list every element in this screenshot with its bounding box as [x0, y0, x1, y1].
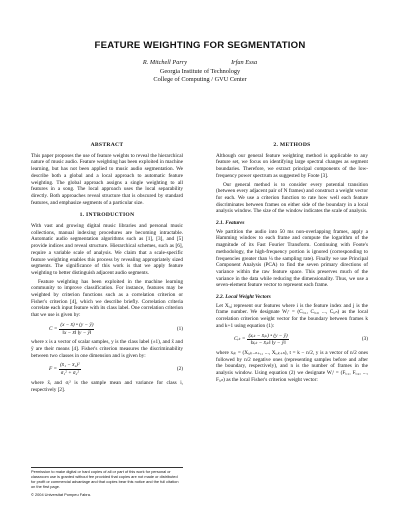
- affiliation-2: College of Computing / GVU Center: [153, 76, 247, 84]
- author-2: Irfan Essa: [231, 59, 258, 66]
- equation-1-denominator: ‖x − x̄‖ ‖y − ȳ‖: [62, 329, 92, 336]
- methods-paragraph-1: Although our general feature weighting method is applicable to any feature set, we focus on identifying large spectral changes as segment boundaries. Therefore, we extract principal components of the low-frequency power spectrum as suggested by Foote [3].: [216, 152, 368, 179]
- author-block: [0, 59, 400, 85]
- paper-title: FEATURE WEIGHTING FOR SEGMENTATION: [94, 40, 306, 51]
- intro-paragraph-4: where x̄ᵢ and σᵢ² is the sample mean and variance for class i, respectively [2].: [31, 379, 183, 393]
- methods-paragraph-2: Our general method is to consider every potential transition (between every adjacent pair of N frames) and construct a weight vector for each. We use a criterion function to rate how well each feature discriminates between frames on either side of the boundary in a local analysis window. The size of the window indicates the scale of analysis.: [216, 181, 368, 215]
- permission-text: Permission to make digital or hard copies of all or part of this work for personal or classroom use is granted without fee provided that copies are not made or distributed for profit or commercial advantage and that copies bear this notice and the full citation on the first page.: [31, 469, 179, 489]
- intro-paragraph-3: where x is a vector of scalar samples, y is the class label (±1), and x̄ and ȳ are their means [4]. Fisher's criterion measures the discriminability between two classes in one dimension and is given by:: [31, 339, 183, 359]
- equation-2-number: (2): [176, 366, 183, 373]
- equation-3: [234, 333, 368, 347]
- equation-1-lhs: C =: [49, 325, 58, 332]
- right-column: [216, 142, 368, 386]
- local-weights-paragraph-2: where xᵢₖ = (Xᵢ,ₖ₋ₙ₊₁, ..., Xᵢ,ₖ₊ₙ), t = k − n/2, y is a vector of n/2 ones followed by n/2 negative ones (representing samples before and after the boundary, respectively), and n is the number of frames in the analysis window. Using equation (2) we designate Wᵢᶠ = (Fᵢ,₁, Fᵢ,₂, ..., Fᵢ,ₙ) as the local Fisher's criterion weight vector:: [216, 349, 368, 383]
- equation-2-fraction: [59, 362, 81, 376]
- local-weights-heading: 2.2. Local Weight Vectors: [216, 294, 271, 301]
- equation-1: [49, 322, 183, 336]
- local-weights-paragraph: Let Xᵢ,ⱼ represent our features where i is the feature index and j is the frame number. We designate Wᵢᶜ = (Cᵢ,₁, Cᵢ,₂, ..., Cᵢ,ₙ) as the local correlation criterion weight vector for the boundary between frames k and k+1 using equation (1):: [216, 302, 368, 329]
- equation-2-lhs: F =: [49, 366, 58, 373]
- intro-paragraph-2: Feature weighting has been exploited in the machine learning community to improve classification. For instance, features may be weighted by criterion functions such as a correlation criterion or Fisher's criterion [4], which we describe briefly. Correlation criteria correlate each input feature with its class label. One correlation criterion that we use is given by:: [31, 278, 183, 319]
- methods-heading: 2. METHODS: [273, 142, 311, 148]
- equation-3-numerator: (xᵢₖ − x̄ᵢₖ) • (y − ȳ): [248, 332, 288, 339]
- features-heading: 2.1. Features: [216, 220, 245, 227]
- equation-1-fraction: [59, 322, 94, 336]
- author-1: R. Mitchell Parry: [142, 59, 188, 66]
- equation-2-denominator: σ₁² + σ₂²: [60, 370, 79, 377]
- equation-1-numerator: (x − x̄) • (y − ȳ): [60, 321, 94, 328]
- affiliation-1: Georgia Institute of Technology: [159, 67, 241, 75]
- intro-paragraph-1: With vast and growing digital music libraries and personal music collections, manual indexing procedures are becoming intractable. Automatic audio segmentation algorithms such as [1], [3], and [5] provide indices and reveal structure. Hierarchical schemes, such as [6], require a variable scale of analysis. We claim that a scale-specific feature weighting enables this process by revealing appropriately sized segments. The significance of this work is that we apply feature weighting to better distinguish adjacent audio segments.: [31, 223, 183, 276]
- equation-3-number: (3): [361, 336, 368, 343]
- equation-2: [49, 362, 183, 376]
- equation-3-denominator: ‖xᵢₖ − x̄ᵢₖ‖ ‖y − ȳ‖: [250, 340, 286, 347]
- equation-3-fraction: [247, 333, 288, 347]
- equation-3-lhs: Cᵢₖ =: [234, 336, 246, 343]
- features-paragraph: We partition the audio into 50 ms non-overlapping frames, apply a Hamming window to each frame and compute the logarithm of the magnitude of its Fast Fourier Transform. Continuing with Foote's methodology, the high-frequency portion is ignored (corresponding to frequencies greater than ¼ the sampling rate). Finally we use Principal Component Analysis (PCA) to find the seven primary directions of variance within the raw feature space. This preserves much of the variance in the data while reducing the dimensionality. Thus, we use a seven-element feature vector to represent each frame.: [216, 228, 368, 289]
- abstract-heading: ABSTRACT: [90, 142, 124, 148]
- abstract-text: This paper proposes the use of feature weights to reveal the hierarchical nature of music audio. Feature weighting has been exploited in machine learning, but has not been applied to music audio segmentation. We describe both a global and a local approach to automatic feature weighting. The global approach assigns a single weighting to all features in a song. The local approach uses the local separability directly. Both approaches reveal structure that is obscured by standard features, and emphasize segments of a particular size.: [31, 152, 183, 206]
- equation-2-numerator: (x̄₁ − x̄₂)²: [60, 362, 80, 369]
- author-names: [0, 59, 400, 68]
- copyright-notice: © 2004 Universitat Pompeu Fabra.: [31, 491, 91, 497]
- intro-heading: 1. INTRODUCTION: [79, 212, 135, 219]
- left-column: [31, 142, 183, 395]
- equation-1-number: (1): [176, 325, 183, 332]
- permission-footnote: [31, 467, 183, 498]
